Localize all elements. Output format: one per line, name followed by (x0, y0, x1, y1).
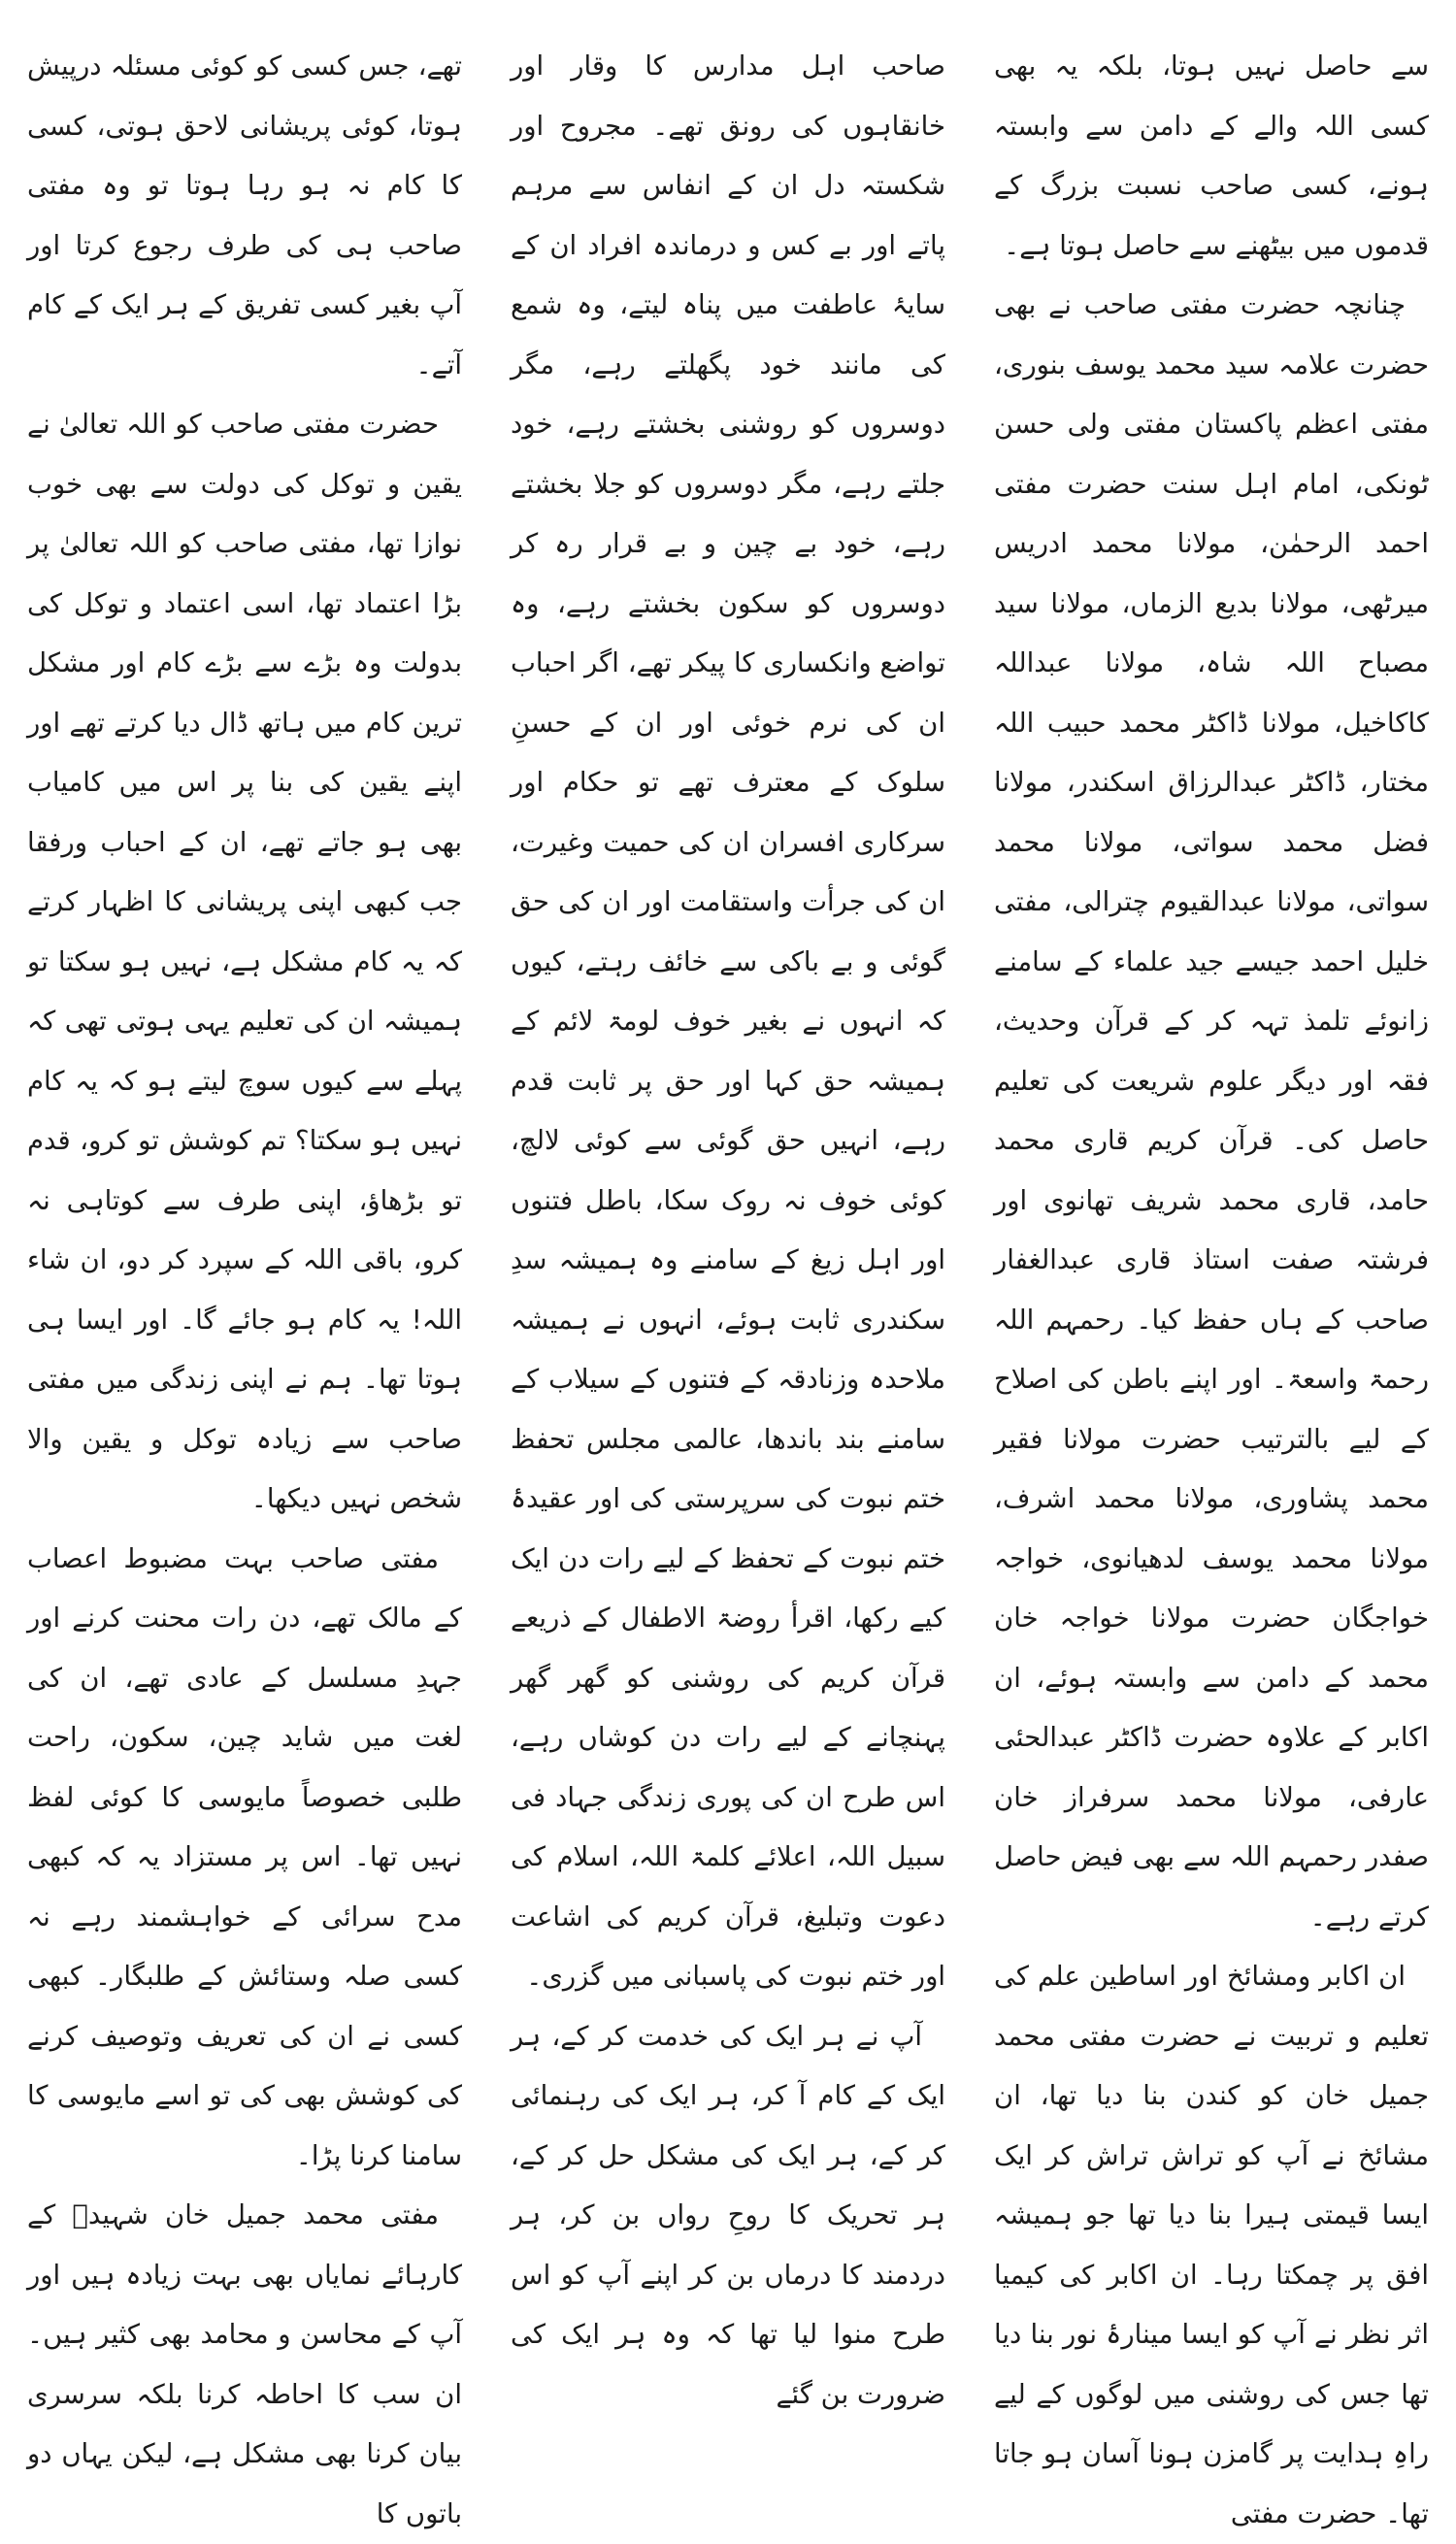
newspaper-page (27, 37, 1429, 2529)
paragraph: تھے، جس کسی کو کوئی مسئلہ درپیش ہوتا، کوئی پریشانی لاحق ہوتی، کسی کا کام نہ ہو رہا ہوتا تو وہ مفتی صاحب ہی کی طرف رجوع کرتا اور آپ بغیر کسی تفریق کے ہر ایک کے کام آتے۔ (27, 50, 462, 380)
paragraph: حضرت مفتی صاحب کو اللہ تعالیٰ نے یقین و توکل کی دولت سے بھی خوب نوازا تھا، مفتی صاحب کو اللہ تعالیٰ پر بڑا اعتماد تھا، اسی اعتماد و توکل کی بدولت وہ بڑے سے بڑے کام اور مشکل ترین کام میں ہاتھ ڈال دیا کرتے تھے اور اپنے یقین کی بنا پر اس میں کامیاب بھی ہو جاتے تھے، ان کے احباب ورفقا جب کبھی اپنی پریشانی کا اظہار کرتے کہ یہ کام مشکل ہے، نہیں ہو سکتا تو ہمیشہ ان کی تعلیم یہی ہوتی تھی کہ پہلے سے کیوں سوچ لیتے ہو کہ یہ کام نہیں ہو سکتا؟ تم کوشش تو کرو، قدم تو بڑھاؤ، اپنی طرف سے کوتاہی نہ کرو، باقی اللہ کے سپرد کر دو، ان شاء اللہ! یہ کام ہو جائے گا۔ اور ایسا ہی ہوتا تھا۔ ہم نے اپنی زندگی میں مفتی صاحب سے زیادہ توکل و یقین والا شخص نہیں دیکھا۔ (27, 409, 462, 1514)
column-left (27, 37, 462, 2529)
paragraph: صاحب اہل مدارس کا وقار اور خانقاہوں کی رونق تھے۔ مجروح اور شکستہ دل ان کے انفاس سے مرہم پاتے اور بے کس و درماندہ افراد ان کے سایۂ عاطفت میں پناہ لیتے، وہ شمع کی مانند خود پگھلتے رہے، مگر دوسروں کو روشنی بخشتے رہے، خود جلتے رہے، مگر دوسروں کو جلا بخشتے رہے، خود بے چین و بے قرار رہ کر دوسروں کو سکون بخشتے رہے، وہ تواضع وانکساری کا پیکر تھے، اگر احباب ان کی نرم خوئی اور ان کے حسنِ سلوک کے معترف تھے تو حکام اور سرکاری افسران ان کی حمیت وغیرت، ان کی جرأت واستقامت اور ان کی حق گوئی و بے باکی سے خائف رہتے، کیوں کہ انہوں نے بغیر خوف لومۃ لائم کے ہمیشہ حق کہا اور حق پر ثابت قدم رہے، انہیں حق گوئی سے کوئی لالچ، کوئی خوف نہ روک سکا، باطل فتنوں اور اہل زیغ کے سامنے وہ ہمیشہ سدِ سکندری ثابت ہوئے، انہوں نے ہمیشہ ملاحدہ وزنادقہ کے فتنوں کے سیلاب کے سامنے بند باندھا، عالمی مجلس تحفظ ختم نبوت کی سرپرستی کی اور عقیدۂ ختم نبوت کے تحفظ کے لیے رات دن ایک کیے رکھا، اقرأ روضۃ الاطفال کے ذریعے قرآن کریم کی روشنی کو گھر گھر پہنچانے کے لیے رات دن کوشاں رہے، اس طرح ان کی پوری زندگی جہاد فی سبیل اللہ، اعلائے کلمۃ اللہ، اسلام کی دعوت وتبلیغ، قرآن کریم کی اشاعت اور ختم نبوت کی پاسبانی میں گزری۔ (511, 50, 945, 1992)
paragraph: مفتی محمد جمیل خان شہیدؒ کے کارہائے نمایاں بھی بہت زیادہ ہیں اور آپ کے محاسن و محامد بھی کثیر ہیں۔ ان سب کا احاطہ کرنا بلکہ سرسری بیان کرنا بھی مشکل ہے، لیکن یہاں دو باتوں کا (27, 2199, 462, 2529)
paragraph: مفتی صاحب بہت مضبوط اعصاب کے مالک تھے، دن رات محنت کرنے اور جہدِ مسلسل کے عادی تھے، ان کی لغت میں شاید چین، سکون، راحت طلبی خصوصاً مایوسی کا کوئی لفظ نہیں تھا۔ اس پر مستزاد یہ کہ کبھی مدح سرائی کے خواہشمند رہے نہ کسی صلہ وستائش کے طلبگار۔ کبھی کسی نے ان کی تعریف وتوصیف کرنے کی کوشش بھی کی تو اسے مایوسی کا سامنا کرنا پڑا۔ (27, 1542, 462, 2171)
paragraph: چنانچہ حضرت مفتی صاحب نے بھی حضرت علامہ سید محمد یوسف بنوری، مفتی اعظم پاکستان مفتی ولی حسن ٹونکی، امام اہل سنت حضرت مفتی احمد الرحمٰن، مولانا محمد ادریس میرٹھی، مولانا بدیع الزماں، مولانا سید مصباح اللہ شاہ، مولانا عبداللہ کاکاخیل، مولانا ڈاکٹر محمد حبیب اللہ مختار، ڈاکٹر عبدالرزاق اسکندر، مولانا فضل محمد سواتی، مولانا محمد سواتی، مولانا عبدالقیوم چترالی، مفتی خلیل احمد جیسے جید علماء کے سامنے زانوئے تلمذ تہہ کر کے قرآن وحدیث، فقہ اور دیگر علوم شریعت کی تعلیم حاصل کی۔ قرآن کریم قاری محمد حامد، قاری محمد شریف تھانوی اور فرشتہ صفت استاذ قاری عبدالغفار صاحب کے ہاں حفظ کیا۔ رحمہم اللہ رحمۃ واسعۃ۔ اور اپنے باطن کی اصلاح کے لیے بالترتیب حضرت مولانا فقیر محمد پشاوری، مولانا محمد اشرف، مولانا محمد یوسف لدھیانوی، خواجہ خواجگان حضرت مولانا خواجہ خان محمد کے دامن سے وابستہ ہوئے، ان اکابر کے علاوہ حضرت ڈاکٹر عبدالحئی عارفی، مولانا محمد سرفراز خان صفدر رحمہم اللہ سے بھی فیض حاصل کرتے رہے۔ (994, 289, 1429, 1933)
paragraph: ان اکابر ومشائخ اور اساطین علم کی تعلیم و تربیت نے حضرت مفتی محمد جمیل خان کو کندن بنا دیا تھا، ان مشائخ نے آپ کو تراش تراش کر ایک ایسا قیمتی ہیرا بنا دیا تھا جو ہمیشہ افق پر چمکتا رہا۔ ان اکابر کی کیمیا اثر نظر نے آپ کو ایسا مینارۂ نور بنا دیا تھا جس کی روشنی میں لوگوں کے لیے راہِ ہدایت پر گامزن ہونا آسان ہو جاتا تھا۔ حضرت مفتی (994, 1961, 1429, 2529)
column-middle (511, 37, 945, 2410)
paragraph: سے حاصل نہیں ہوتا، بلکہ یہ بھی کسی اللہ والے کے دامن سے وابستہ ہونے، کسی صاحب نسبت بزرگ کے قدموں میں بیٹھنے سے حاصل ہوتا ہے۔ (994, 50, 1429, 261)
column-right (994, 37, 1429, 2529)
paragraph: آپ نے ہر ایک کی خدمت کر کے، ہر ایک کے کام آ کر، ہر ایک کی رہنمائی کر کے، ہر ایک کی مشکل حل کر کے، ہر تحریک کا روحِ رواں بن کر، ہر دردمند کا درماں بن کر اپنے آپ کو اس طرح منوا لیا تھا کہ وہ ہر ایک کی ضرورت بن گئے (511, 2020, 945, 2410)
